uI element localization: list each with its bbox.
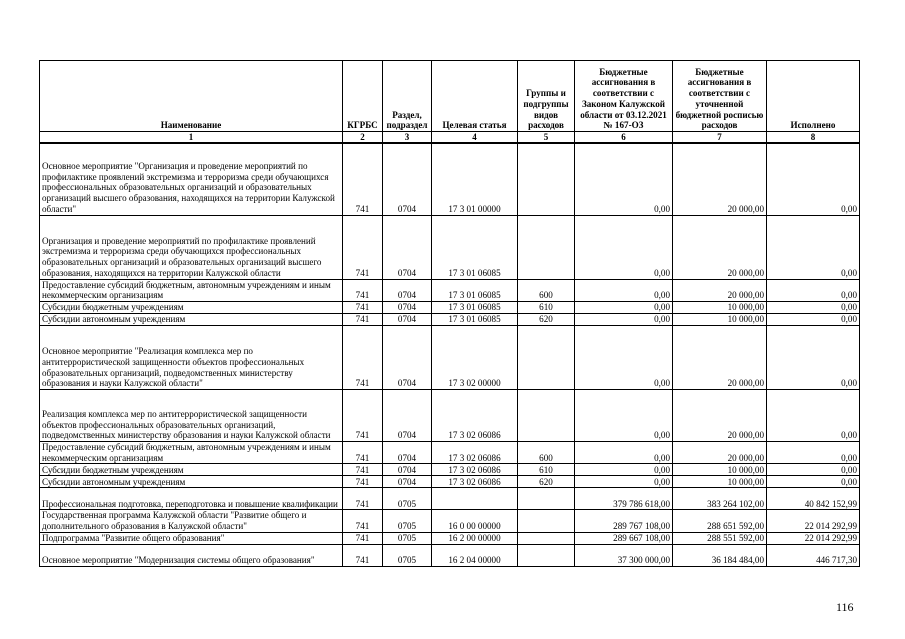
row-kgrbs: 741	[343, 510, 383, 532]
table-row	[40, 544, 860, 566]
row-refined-allocation: 288 651 592,00	[673, 510, 767, 532]
row-name: Профессиональная подготовка, переподготовка и повышение квалификации	[40, 488, 343, 510]
row-refined-allocation: 288 551 592,00	[673, 532, 767, 544]
row-refined-allocation: 20 000,00	[673, 279, 767, 301]
col-header-kgrbs: КГРБС	[343, 61, 383, 132]
row-executed: 0,00	[767, 441, 860, 463]
col-number: 2	[343, 132, 383, 144]
row-law-allocation: 0,00	[575, 215, 673, 279]
row-executed: 22 014 292,99	[767, 510, 860, 532]
row-executed: 0,00	[767, 313, 860, 325]
row-kgrbs: 741	[343, 488, 383, 510]
col-number: 5	[518, 132, 575, 144]
table-row	[40, 464, 860, 476]
row-section: 0705	[383, 488, 432, 510]
row-executed: 40 842 152,99	[767, 488, 860, 510]
row-executed: 0,00	[767, 325, 860, 389]
table-row	[40, 143, 860, 215]
row-section: 0704	[383, 476, 432, 488]
row-name: Реализация комплекса мер по антитеррористической защищенности объектов профессиональных образовательных организаций, подведомственных министерству образования и науки Калужской области	[40, 389, 343, 441]
row-section: 0704	[383, 143, 432, 215]
col-number: 7	[673, 132, 767, 144]
table-row	[40, 301, 860, 313]
row-target-article: 17 3 02 00000	[432, 325, 518, 389]
row-law-allocation: 0,00	[575, 143, 673, 215]
row-kgrbs: 741	[343, 476, 383, 488]
row-expense-group	[518, 488, 575, 510]
row-refined-allocation: 10 000,00	[673, 476, 767, 488]
row-kgrbs: 741	[343, 215, 383, 279]
row-expense-group	[518, 143, 575, 215]
row-section: 0704	[383, 464, 432, 476]
row-executed: 0,00	[767, 301, 860, 313]
col-header-section: Раздел, подраздел	[383, 61, 432, 132]
row-section: 0704	[383, 325, 432, 389]
row-target-article: 16 0 00 00000	[432, 510, 518, 532]
row-refined-allocation: 20 000,00	[673, 441, 767, 463]
row-section: 0704	[383, 279, 432, 301]
col-number: 8	[767, 132, 860, 144]
table-row	[40, 389, 860, 441]
row-name: Предоставление субсидий бюджетным, автономным учреждениям и иным некоммерческим организациям	[40, 441, 343, 463]
row-target-article	[432, 488, 518, 510]
row-name: Подпрограмма "Развитие общего образования"	[40, 532, 343, 544]
row-law-allocation: 0,00	[575, 279, 673, 301]
table-header	[40, 61, 860, 144]
row-name: Организация и проведение мероприятий по профилактике проявлений экстремизма и терроризма среди обучающихся профессиональных образовательных организаций и образовательных организаций высшего образования, находящихся на территории Калужской области	[40, 215, 343, 279]
row-kgrbs: 741	[343, 325, 383, 389]
row-expense-group	[518, 215, 575, 279]
table-row	[40, 476, 860, 488]
row-name: Основное мероприятие "Модернизация системы общего образования"	[40, 544, 343, 566]
row-refined-allocation: 383 264 102,00	[673, 488, 767, 510]
row-kgrbs: 741	[343, 143, 383, 215]
row-executed: 0,00	[767, 215, 860, 279]
row-name: Субсидии бюджетным учреждениям	[40, 301, 343, 313]
row-section: 0704	[383, 441, 432, 463]
row-law-allocation: 0,00	[575, 313, 673, 325]
col-header-group: Группы и подгруппы видов расходов	[518, 61, 575, 132]
row-refined-allocation: 36 184 484,00	[673, 544, 767, 566]
header-row	[40, 61, 860, 132]
table-body	[40, 143, 860, 566]
col-header-law: Бюджетные ассигнования в соответствии с Законом Калужской области от 03.12.2021 № 167-ОЗ	[575, 61, 673, 132]
row-section: 0704	[383, 313, 432, 325]
row-expense-group	[518, 510, 575, 532]
column-number-row	[40, 132, 860, 144]
row-kgrbs: 741	[343, 544, 383, 566]
row-kgrbs: 741	[343, 464, 383, 476]
row-law-allocation: 0,00	[575, 476, 673, 488]
row-name: Субсидии автономным учреждениям	[40, 313, 343, 325]
row-expense-group	[518, 389, 575, 441]
row-refined-allocation: 20 000,00	[673, 215, 767, 279]
row-refined-allocation: 10 000,00	[673, 464, 767, 476]
row-law-allocation: 379 786 618,00	[575, 488, 673, 510]
table-row	[40, 313, 860, 325]
row-law-allocation: 0,00	[575, 325, 673, 389]
table-row	[40, 510, 860, 532]
row-expense-group: 600	[518, 279, 575, 301]
row-law-allocation: 37 300 000,00	[575, 544, 673, 566]
page-number: 116	[836, 600, 854, 614]
row-section: 0704	[383, 389, 432, 441]
row-target-article: 17 3 01 06085	[432, 313, 518, 325]
row-executed: 0,00	[767, 143, 860, 215]
row-section: 0705	[383, 510, 432, 532]
table-row	[40, 488, 860, 510]
row-expense-group: 610	[518, 464, 575, 476]
row-executed: 0,00	[767, 464, 860, 476]
row-executed: 0,00	[767, 389, 860, 441]
row-target-article: 17 3 01 00000	[432, 143, 518, 215]
row-section: 0705	[383, 532, 432, 544]
row-law-allocation: 0,00	[575, 389, 673, 441]
row-target-article: 16 2 04 00000	[432, 544, 518, 566]
row-kgrbs: 741	[343, 313, 383, 325]
col-number: 3	[383, 132, 432, 144]
row-name: Субсидии бюджетным учреждениям	[40, 464, 343, 476]
row-refined-allocation: 20 000,00	[673, 143, 767, 215]
row-law-allocation: 289 767 108,00	[575, 510, 673, 532]
budget-table	[39, 60, 860, 567]
table-row	[40, 532, 860, 544]
row-target-article: 17 3 01 06085	[432, 215, 518, 279]
row-kgrbs: 741	[343, 441, 383, 463]
row-kgrbs: 741	[343, 389, 383, 441]
row-name: Основное мероприятие "Организация и проведение мероприятий по профилактике проявлений экстремизма и терроризма среди обучающихся профессиональных образовательных организаций и образовательных организаций высшего образования, находящихся на территории Калужской области"	[40, 143, 343, 215]
row-law-allocation: 0,00	[575, 301, 673, 313]
col-number: 6	[575, 132, 673, 144]
row-target-article: 17 3 02 06086	[432, 389, 518, 441]
row-executed: 0,00	[767, 279, 860, 301]
row-executed: 22 014 292,99	[767, 532, 860, 544]
row-kgrbs: 741	[343, 301, 383, 313]
table-row	[40, 441, 860, 463]
row-expense-group: 620	[518, 476, 575, 488]
row-refined-allocation: 10 000,00	[673, 301, 767, 313]
row-section: 0704	[383, 215, 432, 279]
row-expense-group	[518, 544, 575, 566]
col-number: 1	[40, 132, 343, 144]
row-target-article: 17 3 01 06085	[432, 301, 518, 313]
row-target-article: 17 3 02 06086	[432, 441, 518, 463]
table-row	[40, 215, 860, 279]
row-executed: 446 717,30	[767, 544, 860, 566]
col-header-name: Наименование	[40, 61, 343, 132]
row-target-article: 16 2 00 00000	[432, 532, 518, 544]
row-target-article: 17 3 01 06085	[432, 279, 518, 301]
row-refined-allocation: 20 000,00	[673, 389, 767, 441]
col-header-target: Целевая статья	[432, 61, 518, 132]
row-name: Субсидии автономным учреждениям	[40, 476, 343, 488]
row-section: 0704	[383, 301, 432, 313]
row-expense-group: 610	[518, 301, 575, 313]
row-kgrbs: 741	[343, 279, 383, 301]
row-refined-allocation: 20 000,00	[673, 325, 767, 389]
row-name: Государственная программа Калужской области "Развитие общего и дополнительного образования в Калужской области"	[40, 510, 343, 532]
row-expense-group	[518, 532, 575, 544]
col-header-refined: Бюджетные ассигнования в соответствии с уточненной бюджетной росписью расходов	[673, 61, 767, 132]
row-refined-allocation: 10 000,00	[673, 313, 767, 325]
row-name: Предоставление субсидий бюджетным, автономным учреждениям и иным некоммерческим организациям	[40, 279, 343, 301]
row-law-allocation: 289 667 108,00	[575, 532, 673, 544]
row-expense-group	[518, 325, 575, 389]
row-target-article: 17 3 02 06086	[432, 476, 518, 488]
row-executed: 0,00	[767, 476, 860, 488]
row-expense-group: 600	[518, 441, 575, 463]
col-number: 4	[432, 132, 518, 144]
row-law-allocation: 0,00	[575, 441, 673, 463]
table-row	[40, 279, 860, 301]
row-target-article: 17 3 02 06086	[432, 464, 518, 476]
row-name: Основное мероприятие "Реализация комплекса мер по антитеррористической защищенности объектов профессиональных образовательных организаций, подведомственных министерству образования и науки Калужской области"	[40, 325, 343, 389]
row-kgrbs: 741	[343, 532, 383, 544]
row-law-allocation: 0,00	[575, 464, 673, 476]
col-header-executed: Исполнено	[767, 61, 860, 132]
table-row	[40, 325, 860, 389]
row-expense-group: 620	[518, 313, 575, 325]
row-section: 0705	[383, 544, 432, 566]
